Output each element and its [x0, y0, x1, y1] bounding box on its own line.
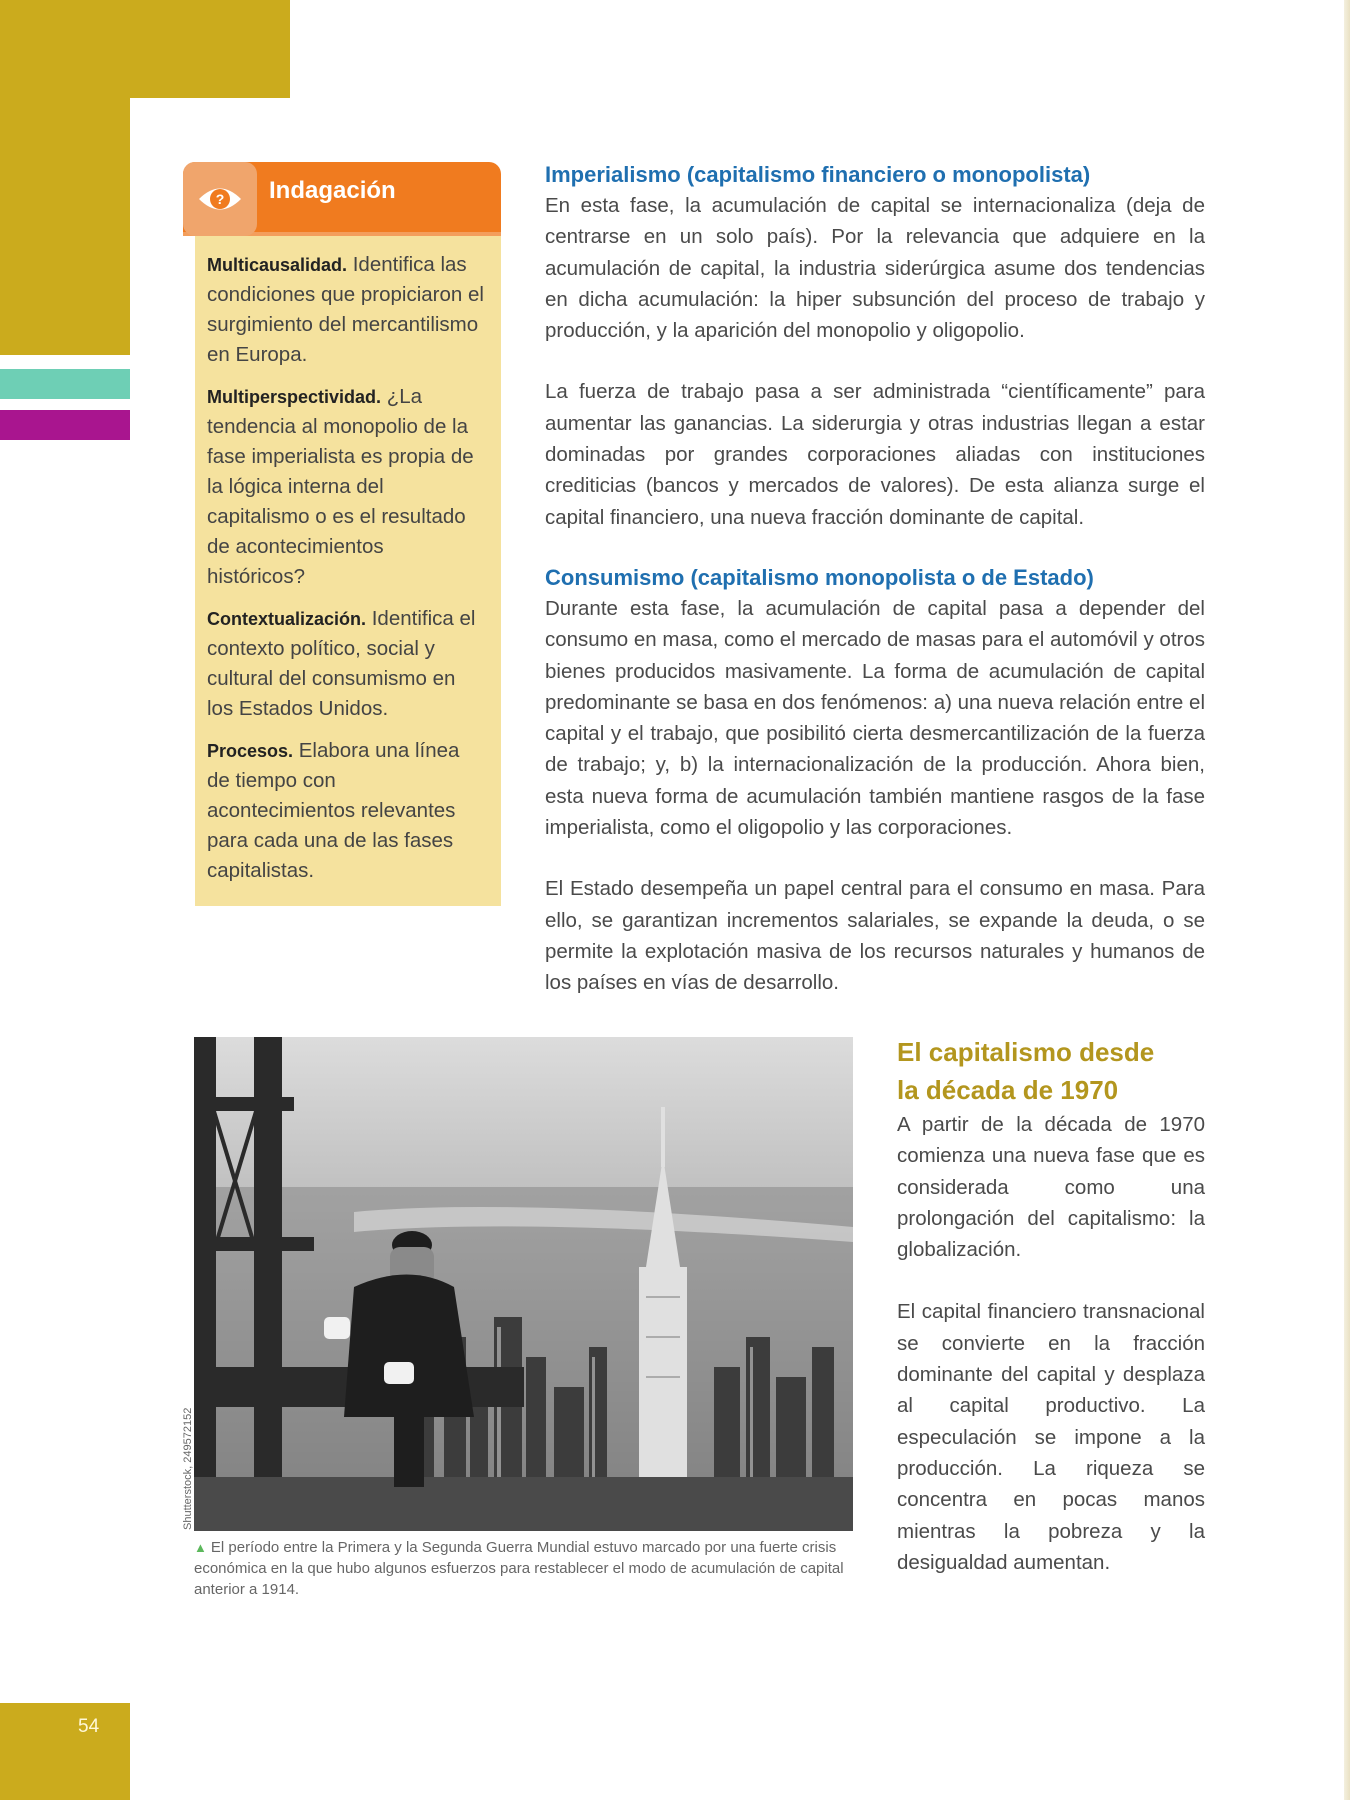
indagacion-item-multiperspectividad [207, 382, 485, 592]
page-edge-shadow [1344, 0, 1350, 1800]
triangle-marker-icon: ▲ [194, 1540, 207, 1555]
item-text: ¿La tendencia al monopolio de la fase imperialista es propia de la lógica interna del capitalismo o es el resultado de acontecimientos históricos? [207, 385, 474, 588]
item-text: Identifica el contexto político, social y cultural del consumismo en los Estados Unidos. [207, 607, 476, 720]
teal-stripe [0, 369, 130, 399]
imperialismo-paragraph-2: La fuerza de trabajo pasa a ser administrada “científicamente” para aumentar las ganancias. La siderurgia y otras industrias llegan a estar dominadas por grandes corporaciones aliadas con instituciones crediticias (bancos y mercados de valores). De esta alianza surge el capital financiero, una nueva fracción dominante de capital. [545, 380, 1205, 529]
imperialismo-heading: Imperialismo (capitalismo financiero o monopolista) [545, 162, 1091, 187]
photo-illustration [194, 1037, 853, 1531]
item-text: Elabora una línea de tiempo con acontecimientos relevantes para cada una de las fases capitalistas. [207, 739, 460, 882]
indagacion-box [183, 162, 501, 906]
heading-line-2: la década de 1970 [897, 1075, 1119, 1105]
globalizacion-paragraph-2: El capital financiero transnacional se convierte en la fracción dominante del capital y desplaza al capital productivo. La especulación se impone a la producción. La riqueza se concentra en pocas manos mientras la pobreza y la desigualdad aumentan. [897, 1300, 1205, 1574]
item-label: Multiperspectividad. [207, 387, 382, 407]
historic-photo-ironworker [194, 1037, 853, 1531]
main-column [545, 160, 1205, 1029]
consumismo-paragraph-2: El Estado desempeña un papel central para el consumo en masa. Para ello, se garantizan incrementos salariales, se expande la deuda, o se permite la explotación masiva de los recursos naturales y humanos de los países en vías de desarrollo. [545, 877, 1205, 995]
page-number: 54 [78, 1716, 100, 1737]
indagacion-item-procesos [207, 736, 485, 886]
heading-line-1: El capitalismo desde [897, 1037, 1155, 1067]
indagacion-header [183, 162, 501, 236]
eye-question-icon [183, 162, 257, 236]
item-label: Contextualización. [207, 609, 367, 629]
svg-text:?: ? [215, 191, 225, 207]
side-column [897, 1033, 1205, 1609]
magenta-stripe [0, 410, 130, 440]
photo-caption-text: El período entre la Primera y la Segunda Guerra Mundial estuvo marcado por una fuerte crisis económica en la que hubo algunos esfuerzos para restablecer el modo de acumulación de capital anterior a 1914. [194, 1539, 844, 1598]
gold-side-strip [0, 0, 130, 355]
indagacion-item-contextualizacion [207, 604, 485, 724]
item-text: Identifica las condiciones que propiciaron el surgimiento del mercantilismo en Europa. [207, 253, 484, 366]
item-label: Multicausalidad. [207, 255, 348, 275]
globalizacion-paragraph-1: A partir de la década de 1970 comienza una nueva fase que es considerada como una prolongación del capitalismo: la globalización. [897, 1113, 1205, 1262]
gold-footer-block [0, 1703, 130, 1800]
photo-caption [194, 1537, 854, 1600]
indagacion-body [195, 236, 501, 906]
capitalismo-1970-heading [897, 1033, 1205, 1109]
indagacion-title: Indagación [269, 177, 396, 204]
item-label: Procesos. [207, 741, 294, 761]
photo-credit: Shutterstock, 249572152 [182, 1407, 194, 1530]
consumismo-paragraph-1: Durante esta fase, la acumulación de capital pasa a depender del consumo en masa, como el mercado de masas para el automóvil y otros bienes producidos masivamente. La forma de acumulación de capital predominante se basa en dos fenómenos: a) una nueva relación entre el capital y el trabajo, que posibilitó cierta desmercantilización de la fuerza de trabajo; y, b) la internacionalización de la producción. Ahora bien, esta nueva forma de acumulación también mantiene rasgos de la fase imperialista, como el oligopolio y las corporaciones. [545, 596, 1205, 840]
consumismo-heading: Consumismo (capitalismo monopolista o de Estado) [545, 564, 1094, 590]
indagacion-item-multicausalidad [207, 250, 485, 370]
imperialismo-paragraph-1: En esta fase, la acumulación de capital se internacionaliza (deja de centrarse en un solo país). Por la relevancia que adquiere en la acumulación de capital, la industria siderúrgica asume dos tendencias en dicha acumulación: la hiper subsunción del proceso de trabajo y producción, y la aparición del monopolio y oligopolio. [545, 194, 1205, 343]
